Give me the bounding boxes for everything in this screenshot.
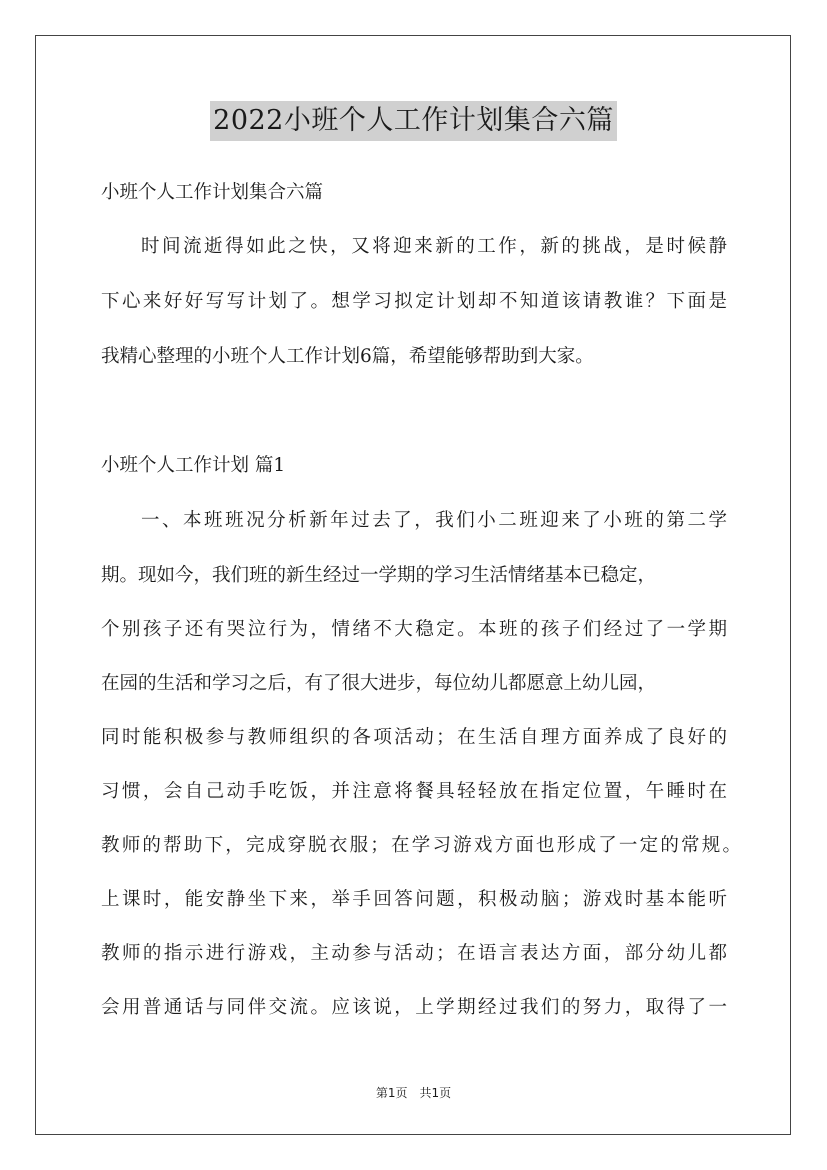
intro-line: 时间流逝得如此之快，又将迎来新的工作，新的挑战，是时候静 xyxy=(141,236,727,257)
intro-line: 我精心整理的小班个人工作计划6篇，希望能够帮助到大家。 xyxy=(101,346,594,367)
body-line: 一、本班班况分析新年过去了，我们小二班迎来了小班的第二学 xyxy=(141,510,727,531)
section-heading: 小班个人工作计划 篇1 xyxy=(101,455,286,476)
body-line: 在园的生活和学习之后，有了很大进步，每位幼儿都愿意上幼儿园， xyxy=(101,673,657,694)
body-line: 期。现如今，我们班的新生经过一学期的学习生活情绪基本已稳定， xyxy=(101,565,657,586)
body-line: 同时能积极参与教师组织的各项活动；在生活自理方面养成了良好的 xyxy=(101,727,727,748)
body-line: 教师的帮助下，完成穿脱衣服；在学习游戏方面也形成了一定的常规。 xyxy=(101,835,741,856)
document-subtitle: 小班个人工作计划集合六篇 xyxy=(101,182,324,203)
title-container xyxy=(0,101,827,141)
body-line: 个别孩子还有哭泣行为，情绪不大稳定。本班的孩子们经过了一学期 xyxy=(101,619,727,640)
body-line: 教师的指示进行游戏，主动参与活动；在语言表达方面，部分幼儿都 xyxy=(101,943,727,964)
body-line: 上课时，能安静坐下来，举手回答问题，积极动脑；游戏时基本能听 xyxy=(101,889,727,910)
intro-line: 下心来好好写写计划了。想学习拟定计划却不知道该请教谁？下面是 xyxy=(101,291,727,312)
body-line: 习惯，会自己动手吃饭，并注意将餐具轻轻放在指定位置，午睡时在 xyxy=(101,781,727,802)
page-footer: 第1页 共1页 xyxy=(375,1086,452,1100)
document-title: 2022小班个人工作计划集合六篇 xyxy=(210,101,617,141)
body-line: 会用普通话与同伴交流。应该说，上学期经过我们的努力，取得了一 xyxy=(101,997,727,1018)
